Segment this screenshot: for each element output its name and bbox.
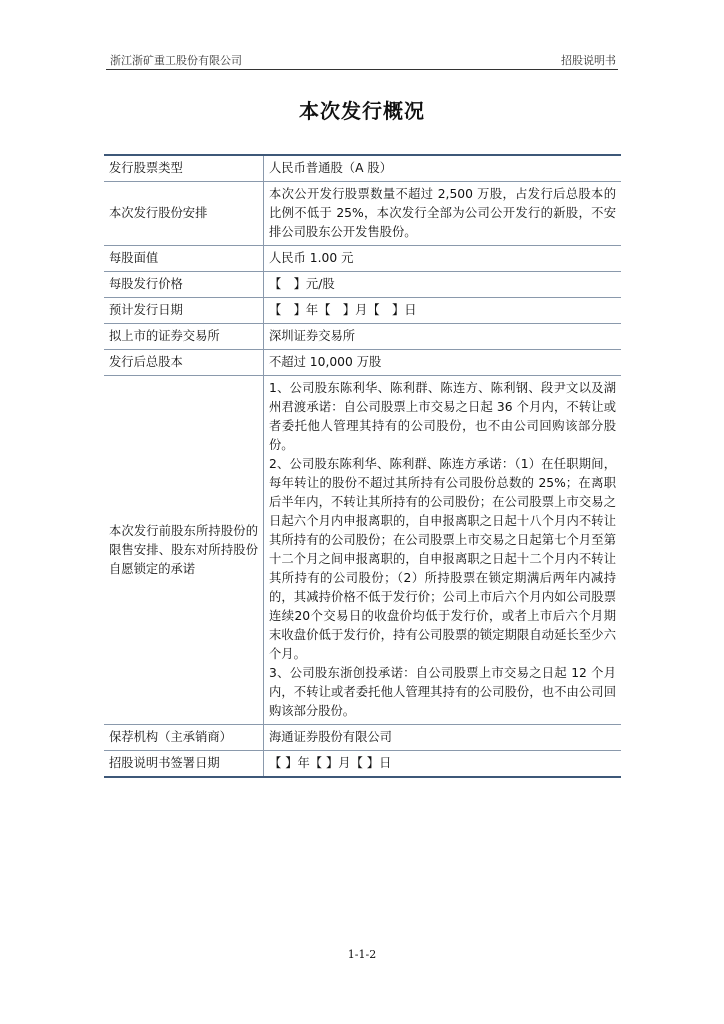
row-label: 拟上市的证券交易所 [104,324,264,350]
row-label: 本次发行股份安排 [104,182,264,246]
row-value: 【 】年【 】月【 】日 [264,298,622,324]
page-number: 1-1-2 [347,948,377,961]
header-company: 浙江浙矿重工股份有限公司 [110,54,242,67]
row-value: 【 】年【 】月【 】日 [264,751,622,778]
promise-paragraph: 3、公司股东浙创投承诺：自公司股票上市交易之日起 12 个月内，不转让或者委托他人管理其持有的公司股份，也不由公司回购该部分股份。 [269,666,616,718]
table-row [104,272,621,298]
header-rule [106,69,618,70]
table-row [104,182,621,246]
offering-summary-table [104,154,621,778]
row-label: 发行后总股本 [104,350,264,376]
table-row [104,725,621,751]
table-row-lockup [104,376,621,725]
page-header [106,50,618,68]
table-row [104,246,621,272]
header-doc-type: 招股说明书 [561,54,616,67]
row-label: 每股面值 [104,246,264,272]
table-row [104,298,621,324]
table-row [104,324,621,350]
row-value: 本次公开发行股票数量不超过 2,500 万股，占发行后总股本的比例不低于 25%，本次发行全部为公司公开发行的新股，不安排公司股东公开发售股份。 [264,182,622,246]
table-row [104,751,621,778]
row-value: 深圳证券交易所 [264,324,622,350]
row-value: 不超过 10,000 万股 [264,350,622,376]
row-value: 人民币 1.00 元 [264,246,622,272]
promise-paragraph: 1、公司股东陈利华、陈利群、陈连方、陈利钢、段尹文以及湖州君渡承诺：自公司股票上市交易之日起 36 个月内，不转让或者委托他人管理其持有的公司股份，也不由公司回购该部分股份。 [269,381,616,452]
row-label: 每股发行价格 [104,272,264,298]
table-row [104,155,621,182]
row-label: 保荐机构（主承销商） [104,725,264,751]
row-value: 【 】元/股 [264,272,622,298]
row-label: 招股说明书签署日期 [104,751,264,778]
row-value: 海通证券股份有限公司 [264,725,622,751]
row-label: 本次发行前股东所持股份的限售安排、股东对所持股份自愿锁定的承诺 [104,376,264,725]
row-label: 预计发行日期 [104,298,264,324]
page-title: 本次发行概况 [299,99,425,123]
lockup-promises [264,376,622,725]
row-value: 人民币普通股（A 股） [269,161,392,175]
row-label: 发行股票类型 [104,155,264,182]
table-row [104,350,621,376]
promise-paragraph: 2、公司股东陈利华、陈利群、陈连方承诺：（1）在任职期间，每年转让的股份不超过其所持有公司股份总数的 25%；在离职后半年内，不转让其所持有的公司股份；在公司股票上市交易之日起六个月内申报离职的，自申报离职之日起十八个月内不转让其所持有的公司股份；在公司股票上市交易之日起第七个月至第十二个月之间申报离职的，自申报离职之日起十二个月内不转让其所持有的公司股份；（2）所持股票在锁定期满后两年内减持的，其减持价格不低于发行价；公司上市后六个月内如公司股票连续20个交易日的收盘价均低于发行价，或者上市后六个月期末收盘价低于发行价，持有公司股票的锁定期限自动延长至少六个月。 [269,457,616,661]
